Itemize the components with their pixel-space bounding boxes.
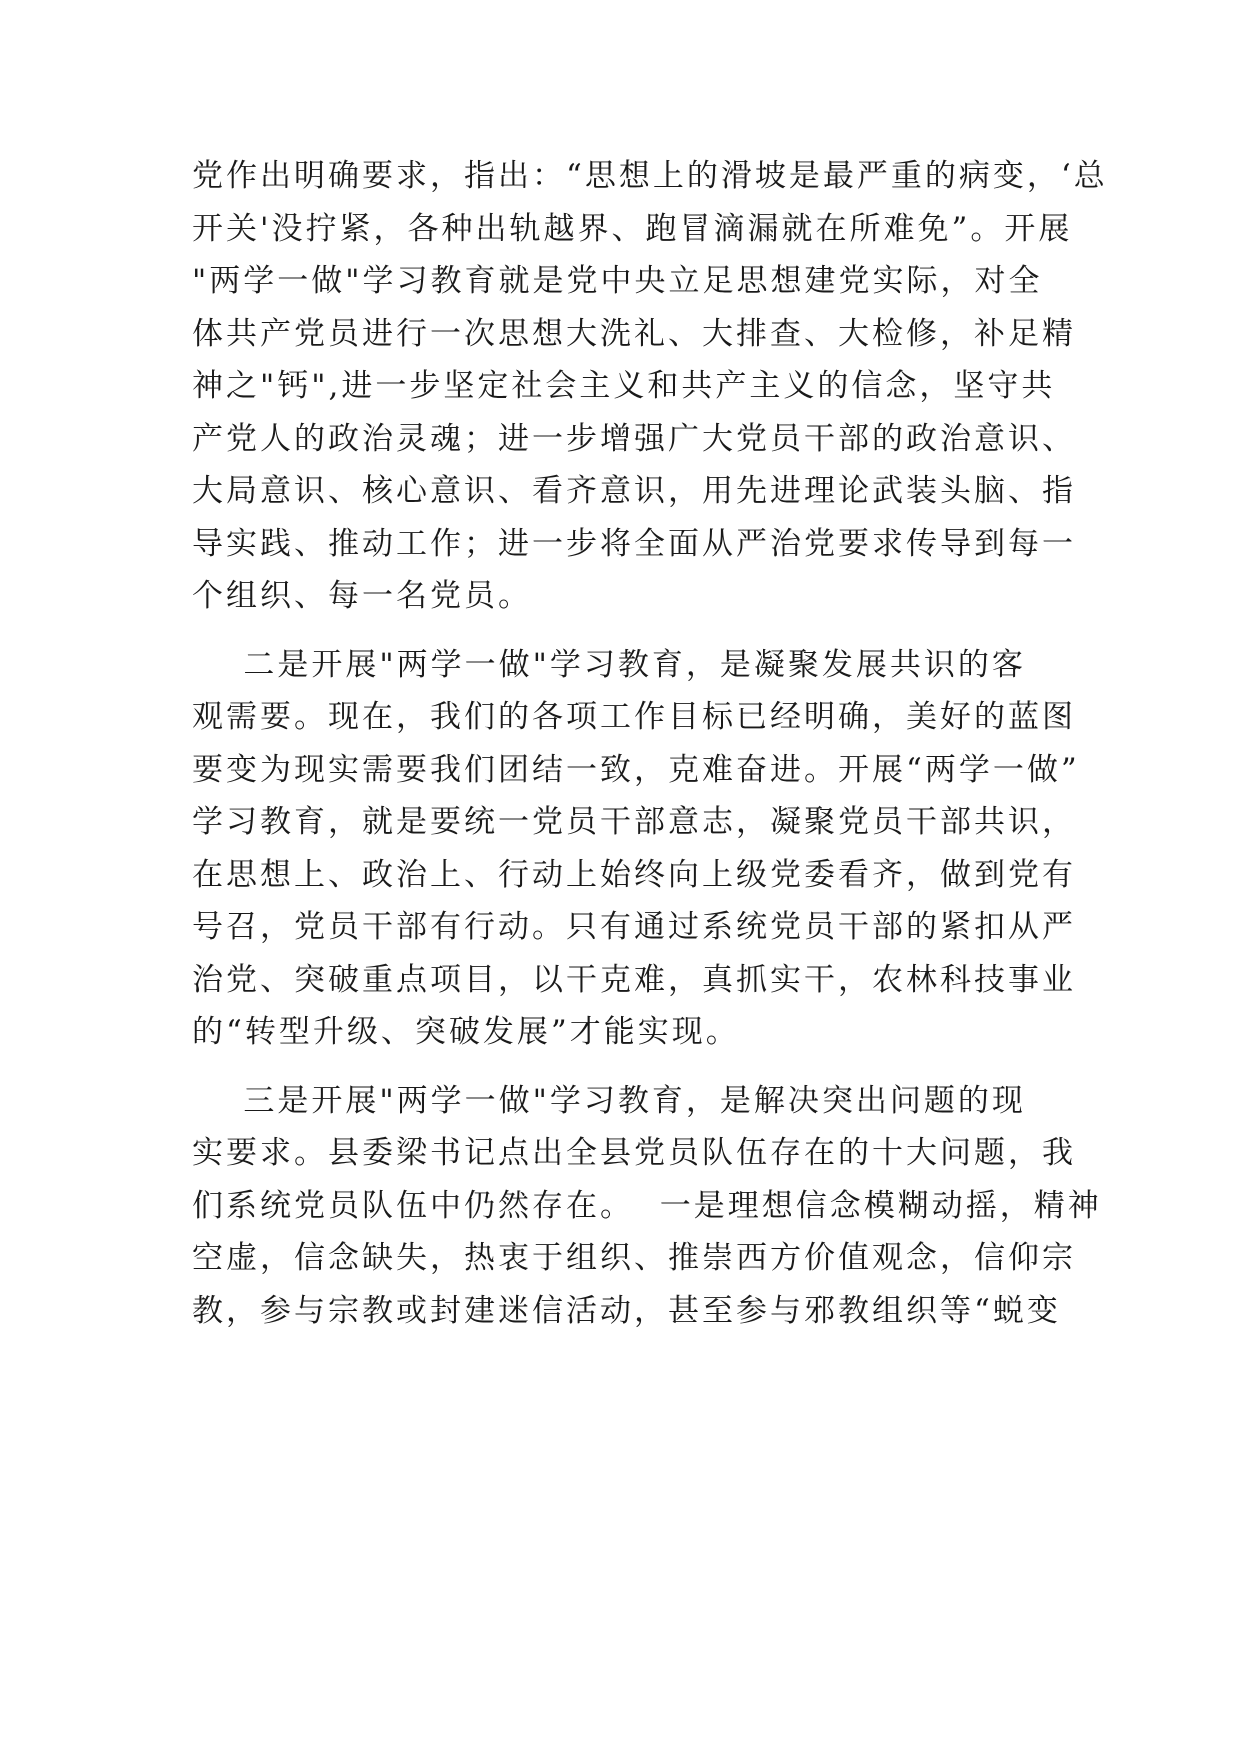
text-line: 产党人的政治灵魂；进一步增强广大党员干部的政治意识、 [192, 420, 1076, 457]
text-line: 学习教育，就是要统一党员干部意志，凝聚党员干部共识， [192, 804, 1076, 840]
paragraph-2 [192, 639, 1080, 1059]
text-line: 实要求。县委梁书记点出全县党员队伍存在的十大问题，我 [192, 1135, 1076, 1171]
text-line: 二是开展"两学一做"学习教育，是凝聚发展共识的客 [192, 646, 1026, 683]
text-line: 观需要。现在，我们的各项工作目标已经明确，美好的蓝图 [192, 699, 1076, 735]
text-line: 号召，党员干部有行动。只有通过系统党员干部的紧扣从严 [192, 909, 1076, 945]
text-line: 体共产党员进行一次思想大洗礼、大排查、大检修，补足精 [192, 315, 1076, 352]
text-line: 三是开展"两学一做"学习教育，是解决突出问题的现 [192, 1082, 1026, 1119]
text-line: 空虚，信念缺失，热衷于组织、推崇西方价值观念，信仰宗 [192, 1240, 1076, 1276]
document-body [192, 150, 1108, 1337]
text-line: 党作出明确要求，指出：“思想上的滑坡是最严重的病变，‘总 [192, 158, 1108, 194]
paragraph-1 [192, 150, 1108, 623]
text-line: 大局意识、核心意识、看齐意识，用先进理论武装头脑、指 [192, 473, 1076, 509]
text-line: 们系统党员队伍中仍然存在。 一是理想信念模糊动摇，精神 [192, 1187, 1102, 1224]
text-line: 教，参与宗教或封建迷信活动，甚至参与邪教组织等“蜕变 [192, 1292, 1061, 1329]
text-line: 治党、突破重点项目，以干克难，真抓实干，农林科技事业 [192, 961, 1076, 998]
text-line: 开关'没拧紧，各种出轨越界、跑冒滴漏就在所难免”。开展 [192, 210, 1073, 247]
text-line: "两学一做"学习教育就是党中央立足思想建党实际，对全 [192, 263, 1043, 299]
paragraph-3 [192, 1075, 1102, 1338]
text-line: 导实践、推动工作；进一步将全面从严治党要求传导到每一 [192, 525, 1076, 562]
text-line: 神之"钙",进一步坚定社会主义和共产主义的信念，坚守共 [192, 368, 1056, 404]
text-line: 个组织、每一名党员。 [192, 578, 532, 614]
text-line: 在思想上、政治上、行动上始终向上级党委看齐，做到党有 [192, 856, 1076, 893]
paragraph-gap [192, 623, 1072, 639]
text-line: 要变为现实需要我们团结一致，克难奋进。开展“两学一做” [192, 751, 1080, 788]
paragraph-gap [192, 1059, 1072, 1075]
text-line: 的“转型升级、突破发展”才能实现。 [192, 1014, 740, 1050]
